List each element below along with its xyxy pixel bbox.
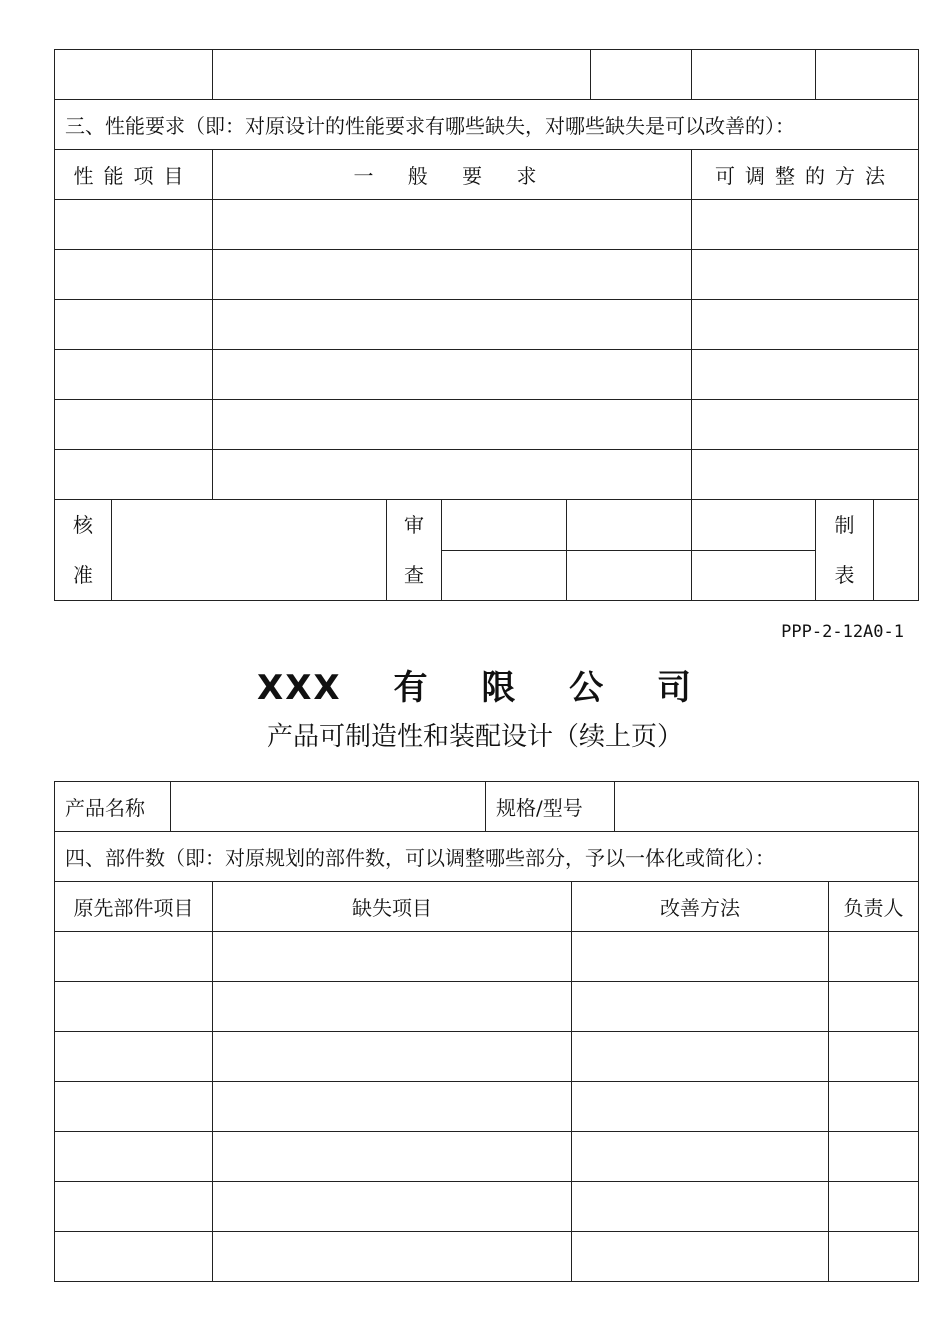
company-title: XXX 有 限 公 司 [257, 668, 693, 708]
prepare-label [816, 500, 874, 601]
review-label [387, 500, 442, 601]
table-cell[interactable] [572, 982, 829, 1032]
table-cell[interactable] [55, 200, 213, 250]
table-cell[interactable] [829, 1082, 919, 1132]
table-cell[interactable] [829, 1032, 919, 1082]
approve-signature-cell[interactable] [112, 500, 387, 601]
spec-label: 规格/型号 [486, 782, 615, 832]
table-row [55, 50, 919, 100]
table-cell[interactable] [213, 1182, 572, 1232]
table-cell[interactable] [829, 982, 919, 1032]
table-cell[interactable] [213, 932, 572, 982]
table-cell[interactable] [591, 50, 692, 100]
table-cell[interactable] [213, 982, 572, 1032]
table-cell[interactable] [829, 1182, 919, 1232]
review-signature-cell[interactable] [442, 550, 567, 601]
table-cell[interactable] [213, 200, 692, 250]
product-name-label: 产品名称 [55, 782, 171, 832]
table-row [55, 1232, 919, 1282]
table-row [55, 400, 919, 450]
performance-table [54, 49, 919, 601]
table-cell[interactable] [213, 1232, 572, 1282]
table-cell[interactable] [572, 1082, 829, 1132]
table-cell[interactable] [572, 1232, 829, 1282]
table-cell[interactable] [55, 982, 213, 1032]
table-row [55, 1032, 919, 1082]
prepare-char-1: 制 [834, 513, 855, 537]
table-cell[interactable] [692, 350, 919, 400]
section-heading-row [55, 100, 919, 150]
table-cell[interactable] [55, 1182, 213, 1232]
header-row [55, 882, 919, 932]
document-code: PPP-2-12A0-1 [781, 622, 904, 642]
col-header-original-part: 原先部件项目 [55, 882, 213, 932]
table-cell[interactable] [692, 200, 919, 250]
signoff-row [55, 500, 919, 551]
prepare-signature-cell[interactable] [874, 500, 919, 601]
table-cell[interactable] [692, 300, 919, 350]
table-cell[interactable] [213, 1032, 572, 1082]
approve-char-1: 核 [73, 513, 93, 537]
table-cell[interactable] [55, 50, 213, 100]
table-cell[interactable] [213, 300, 692, 350]
table-cell[interactable] [572, 932, 829, 982]
table-cell[interactable] [55, 300, 213, 350]
table-cell[interactable] [816, 50, 919, 100]
col-header-owner: 负责人 [829, 882, 919, 932]
table-cell[interactable] [692, 50, 816, 100]
table-cell[interactable] [55, 350, 213, 400]
table-row [55, 1132, 919, 1182]
review-signature-cell[interactable] [567, 500, 692, 551]
table-cell[interactable] [572, 1032, 829, 1082]
table-cell[interactable] [55, 250, 213, 300]
product-info-row [55, 782, 919, 832]
col-header-missing-item: 缺失项目 [213, 882, 572, 932]
table-cell[interactable] [572, 1132, 829, 1182]
table-cell[interactable] [55, 1082, 213, 1132]
table-cell[interactable] [829, 932, 919, 982]
product-name-field[interactable] [171, 782, 486, 832]
section3-heading: 三、性能要求（即：对原设计的性能要求有哪些缺失，对哪些缺失是可以改善的）： [55, 100, 919, 150]
table-cell[interactable] [692, 450, 919, 500]
table-cell[interactable] [213, 50, 591, 100]
section4-heading: 四、部件数（即：对原规划的部件数，可以调整哪些部分，予以一体化或简化）： [55, 832, 919, 882]
table-cell[interactable] [829, 1132, 919, 1182]
table-row [55, 250, 919, 300]
spec-field[interactable] [615, 782, 919, 832]
review-char-1: 审 [404, 513, 424, 537]
table-cell[interactable] [213, 450, 692, 500]
table-cell[interactable] [213, 1082, 572, 1132]
table-cell[interactable] [55, 1032, 213, 1082]
table-cell[interactable] [572, 1182, 829, 1232]
review-signature-cell[interactable] [692, 500, 816, 551]
review-signature-cell[interactable] [692, 550, 816, 601]
table-cell[interactable] [829, 1232, 919, 1282]
col-header-general: 一 般 要 求 [213, 150, 692, 200]
table-row [55, 300, 919, 350]
parts-table [54, 781, 919, 1282]
header-row [55, 150, 919, 200]
prepare-char-2: 表 [834, 563, 855, 587]
table-cell[interactable] [692, 250, 919, 300]
table-row [55, 450, 919, 500]
table-row [55, 932, 919, 982]
table-row [55, 1182, 919, 1232]
form-subtitle: 产品可制造性和装配设计（续上页） [266, 722, 683, 752]
table-cell[interactable] [213, 400, 692, 450]
table-cell[interactable] [692, 400, 919, 450]
review-signature-cell[interactable] [442, 500, 567, 551]
table-cell[interactable] [55, 450, 213, 500]
approve-char-2: 准 [73, 563, 93, 587]
review-char-2: 查 [404, 563, 424, 587]
table-cell[interactable] [55, 1132, 213, 1182]
col-header-improvement: 改善方法 [572, 882, 829, 932]
table-cell[interactable] [213, 350, 692, 400]
section-heading-row [55, 832, 919, 882]
review-signature-cell[interactable] [567, 550, 692, 601]
approve-label [55, 500, 112, 601]
col-header-method: 可调整的方法 [692, 150, 919, 200]
table-row [55, 1082, 919, 1132]
table-cell[interactable] [213, 250, 692, 300]
table-row [55, 982, 919, 1032]
table-row [55, 350, 919, 400]
table-row [55, 200, 919, 250]
table-cell[interactable] [55, 400, 213, 450]
table-cell[interactable] [55, 932, 213, 982]
table-cell[interactable] [55, 1232, 213, 1282]
table-cell[interactable] [213, 1132, 572, 1182]
col-header-item: 性能项目 [55, 150, 213, 200]
